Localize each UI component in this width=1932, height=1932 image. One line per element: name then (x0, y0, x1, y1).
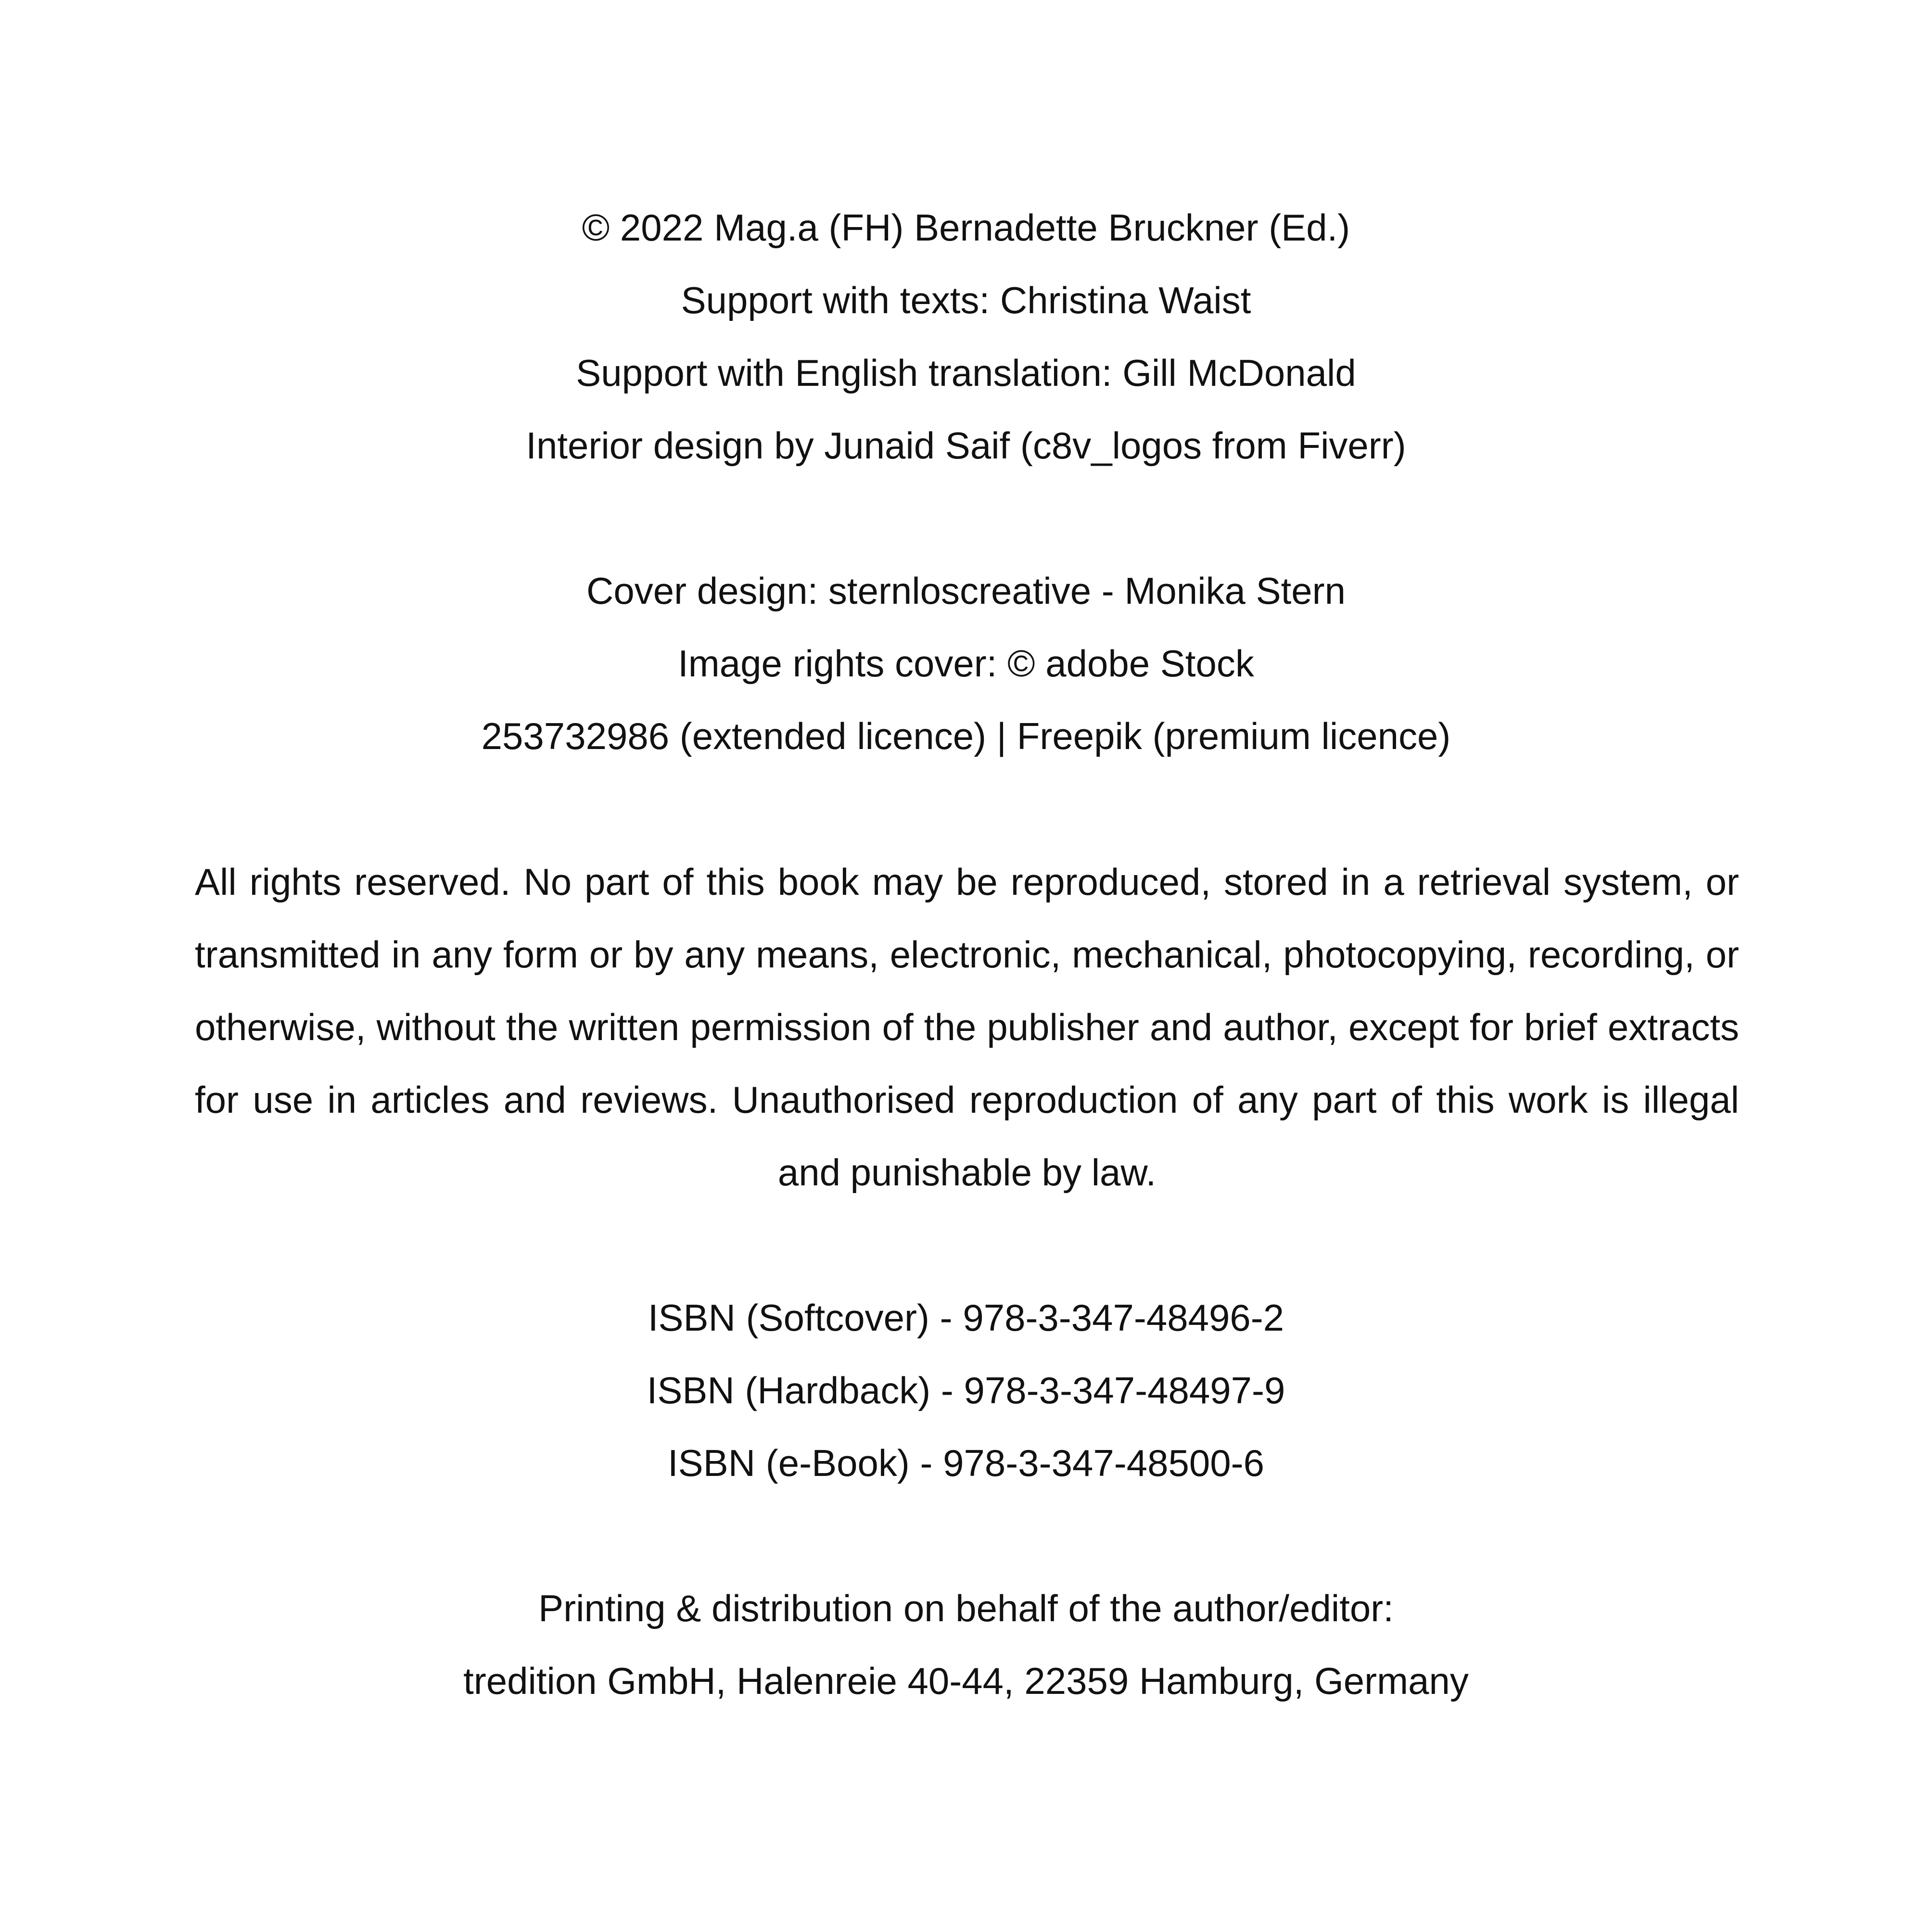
interior-design-line: Interior design by Junaid Saif (c8v_logos from Fiverr) (526, 424, 1406, 467)
cover-design-line: Cover design: sternloscreative - Monika Stern (586, 570, 1346, 612)
credits-block (0, 191, 1932, 482)
publisher-address-line: tredition GmbH, Halenreie 40-44, 22359 Hamburg, Germany (463, 1660, 1469, 1702)
licence-line: 253732986 (extended licence) | Freepik (premium licence) (481, 715, 1451, 757)
isbn-hardback: ISBN (Hardback) - 978-3-347-48497-9 (647, 1369, 1285, 1411)
printing-block (0, 1572, 1932, 1717)
isbn-softcover: ISBN (Softcover) - 978-3-347-48496-2 (648, 1296, 1284, 1339)
rights-notice-text: All rights reserved. No part of this book may be reproduced, stored in a retrieval system, or transmitted in any form or by any means, electronic, mechanical, photocopying, recording, or otherwise, without the written permission of the publisher and author, except for brief extracts for use in articles and reviews. Unauthorised reproduction of any part of this work is illegal and punishable by law. (195, 861, 1739, 1194)
printing-line: Printing & distribution on behalf of the author/editor: (538, 1587, 1394, 1629)
copyright-line: © 2022 Mag.a (FH) Bernadette Bruckner (Ed.) (582, 206, 1350, 249)
rights-notice-block (195, 846, 1739, 1209)
translation-support-line: Support with English translation: Gill McDonald (576, 352, 1356, 394)
isbn-block (0, 1282, 1932, 1500)
cover-credits-block (0, 555, 1932, 773)
image-rights-line: Image rights cover: © adobe Stock (678, 642, 1254, 685)
text-support-line: Support with texts: Christina Waist (681, 279, 1251, 321)
isbn-ebook: ISBN (e-Book) - 978-3-347-48500-6 (668, 1442, 1264, 1484)
